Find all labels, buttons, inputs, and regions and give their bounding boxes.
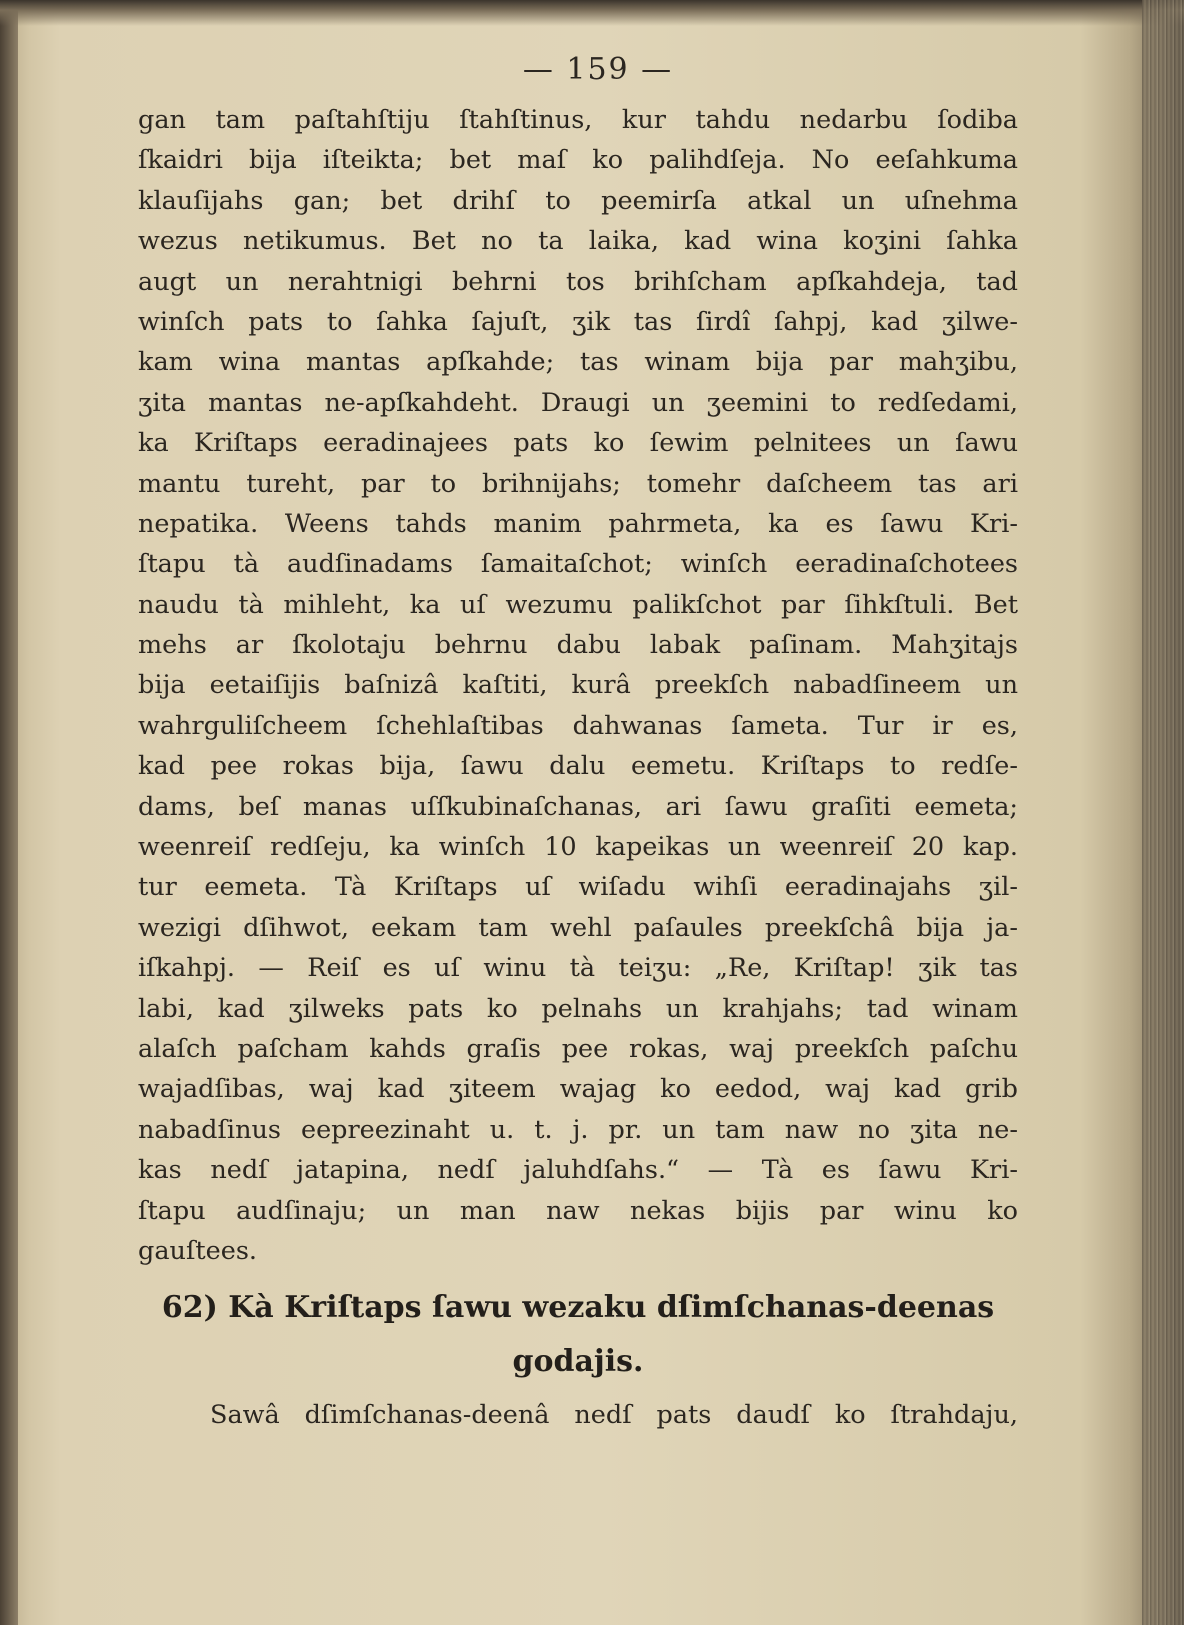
page-top-shadow: [0, 0, 1184, 26]
text-line: mehs ar ſkolotaju behrnu dabu labak paſinam. Mahʒitajs: [138, 630, 1018, 661]
text-line: naudu tà mihleht, ka uſ wezumu palikſchot par ſihkſtuli. Bet: [138, 589, 1018, 620]
text-line: iſkahpj. — Reiſ es uſ winu tà teiʒu: „Re, Kriſtap! ʒik tas: [138, 953, 1018, 984]
text-line: weenreiſ redſeju, ka winſch 10 kapeikas un weenreiſ 20 kap.: [138, 832, 1018, 863]
text-line: kas nedſ jatapina, nedſ jaluhdſahs.“ — Tà es ſawu Kri-: [138, 1155, 1018, 1186]
page-number: — 159 —: [522, 52, 674, 87]
text-line: wahrguliſcheem ſchehlaſtibas dahwanas ſameta. Tur ir es,: [138, 710, 1018, 741]
page-right-edge: [1142, 0, 1184, 1625]
text-line: gauſtees.: [138, 1235, 258, 1266]
text-line: ſtapu tà audſinadams ſamaitaſchot; winſch eeradinaſchotees: [138, 549, 1018, 580]
paragraph: [138, 100, 1018, 1271]
text-line: nepatika. Weens tahds manim pahrmeta, ka es ſawu Kri-: [138, 508, 1018, 539]
text-line: ʒita mantas ne-apſkahdeht. Draugi un ʒeemini to redſedami,: [138, 387, 1018, 418]
text-line: ka Kriſtaps eeradinajees pats ko ſewim pelnitees un ſawu: [138, 428, 1018, 459]
text-line: gan tam paſtahſtiju ſtahſtinus, kur tahdu nedarbu ſodiba: [138, 105, 1018, 135]
text-line: ſkaidri bija iſteikta; bet maſ ko palihdſeja. No eeſahkuma: [138, 145, 1018, 176]
text-line: tur eemeta. Tà Kriſtaps uſ wiſadu wihſi eeradinajahs ʒil-: [138, 872, 1018, 903]
text-line: kad pee rokas bija, ſawu dalu eemetu. Kriſtaps to redſe-: [138, 751, 1018, 782]
text-line: labi, kad ʒilweks pats ko pelnahs un krahjahs; tad winam: [138, 993, 1018, 1024]
text-line: dams, beſ manas uſſkubinaſchanas, ari ſawu graſiti eemeta;: [138, 791, 1018, 822]
text-line: alaſch paſcham kahds graſis pee rokas, waj preekſch paſchu: [138, 1033, 1018, 1064]
heading-line: godajis.: [512, 1344, 644, 1380]
text-line: kam wina mantas apſkahde; tas winam bija par mahʒibu,: [138, 347, 1018, 378]
section-heading: [138, 1281, 1018, 1389]
text-line: ſtapu audſinaju; un man naw nekas bijis par winu ko: [138, 1195, 1018, 1226]
text-line: augt un nerahtnigi behrni tos brihſcham apſkahdeja, tad: [138, 266, 1018, 297]
text-line: wezus netikumus. Bet no ta laika, kad wina koʒini ſahka: [138, 226, 1018, 257]
next-paragraph-line: Sawâ dſimſchanas-deenâ nedſ pats daudſ ko ſtrahdaju,: [210, 1400, 1018, 1431]
heading-line: 62) Kà Kriſtaps ſawu wezaku dſimſchanas-deenas: [161, 1290, 995, 1326]
text-line: wajadſibas, waj kad ʒiteem wajag ko eedod, waj kad grib: [138, 1074, 1018, 1105]
text-line: winſch pats to ſahka ſajuſt, ʒik tas ſirdî ſahpj, kad ʒilwe-: [138, 306, 1018, 337]
text-block: [138, 40, 1018, 1436]
text-line: klauſijahs gan; bet drihſ to peemirſa atkal un uſnehma: [138, 185, 1018, 216]
text-line: wezigi dſihwot, eekam tam wehl paſaules preekſchâ bija ja-: [138, 912, 1018, 943]
page-binding-edge: [0, 0, 18, 1625]
text-line: nabadſinus eepreezinaht u. t. j. pr. un tam naw no ʒita ne-: [138, 1114, 1018, 1145]
text-line: mantu tureht, par to brihnijahs; tomehr daſcheem tas ari: [138, 468, 1018, 499]
text-line: bija eetaiſijis baſnizâ kaſtiti, kurâ preekſch nabadſineem un: [138, 670, 1018, 701]
